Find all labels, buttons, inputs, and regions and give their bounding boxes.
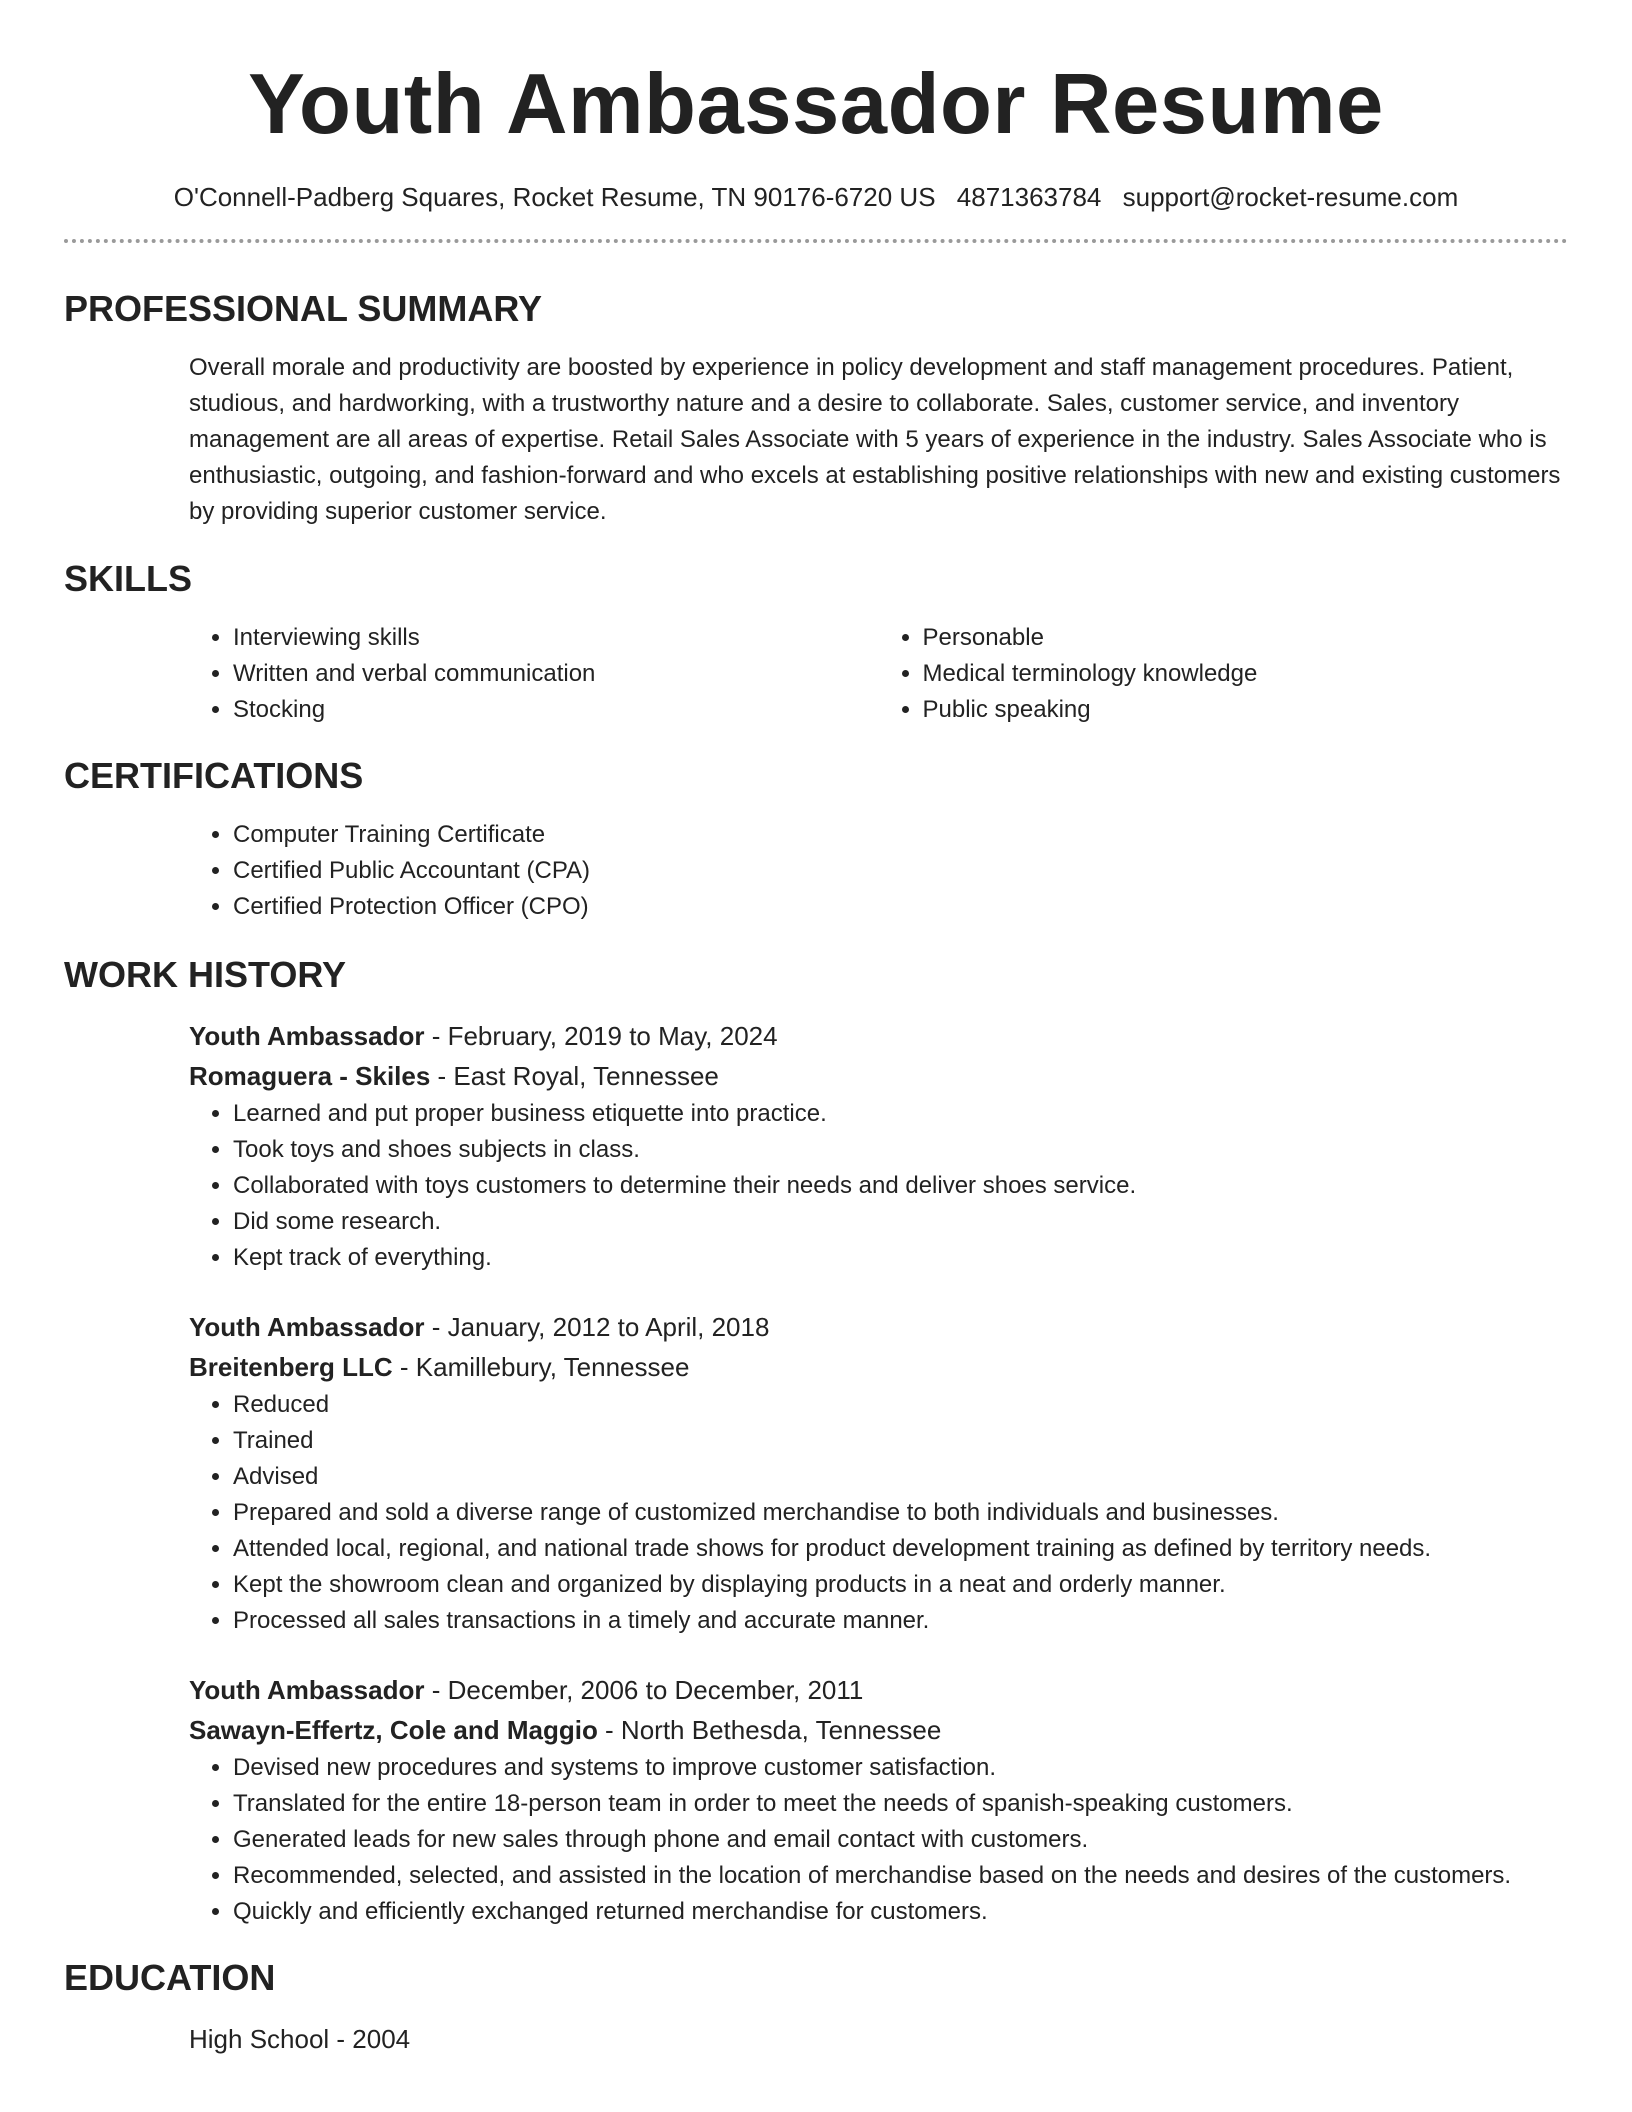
job-title-line [189,1670,1568,1710]
job-bullet: • Did some research. [233,1204,1568,1240]
job-location: - North Bethesda, Tennessee [597,1715,942,1745]
work-history-section [64,953,1568,1930]
job-company-line [189,1347,1568,1387]
skills-section [64,557,1568,728]
job-bullet: • Kept track of everything. [233,1240,1568,1276]
job-bullet: • Generated leads for new sales through phone and email contact with customers. [233,1822,1568,1858]
job-dates: - December, 2006 to December, 2011 [424,1675,864,1705]
skills-heading: SKILLS [64,558,193,599]
job-company: Romaguera - Skiles [189,1061,431,1091]
skills-list-left [189,620,879,728]
job-bullet: • Collaborated with toys customers to determine their needs and deliver shoes service. [233,1168,1568,1204]
job-bullet: • Devised new procedures and systems to improve customer satisfaction. [233,1750,1568,1786]
summary-heading: PROFESSIONAL SUMMARY [64,288,543,329]
job-role: Youth Ambassador [189,1312,425,1342]
job-entry [189,1016,1568,1276]
job-bullet: • Attended local, regional, and national trade shows for product development training as defined by territory needs. [233,1531,1568,1567]
certifications-list [189,817,1568,925]
job-bullet: • Prepared and sold a diverse range of customized merchandise to both individuals and businesses. [233,1495,1568,1531]
skill-item: • Medical terminology knowledge [923,656,1569,692]
job-bullet: • Took toys and shoes subjects in class. [233,1132,1568,1168]
resume-page [64,0,1568,2059]
job-company: Breitenberg LLC [189,1352,393,1382]
job-bullet: • Translated for the entire 18-person team in order to meet the needs of spanish-speaking customers. [233,1786,1568,1822]
work-history-heading: WORK HISTORY [64,954,347,995]
certification-item: • Certified Public Accountant (CPA) [233,853,1568,889]
job-bullet: • Recommended, selected, and assisted in the location of merchandise based on the needs and desires of the customers. [233,1858,1568,1894]
job-dates: - January, 2012 to April, 2018 [424,1312,770,1342]
job-bullet: • Learned and put proper business etiquette into practice. [233,1096,1568,1132]
job-company-line [189,1710,1568,1750]
job-role: Youth Ambassador [189,1675,425,1705]
skill-item: • Interviewing skills [233,620,879,656]
job-role: Youth Ambassador [189,1021,425,1051]
education-section [64,1956,1568,2059]
skills-grid [189,620,1568,728]
job-title-line [189,1016,1568,1056]
job-bullet-list [189,1750,1568,1930]
job-bullet: • Quickly and efficiently exchanged returned merchandise for customers. [233,1894,1568,1930]
job-company: Sawayn-Effertz, Cole and Maggio [189,1715,598,1745]
resume-title: Youth Ambassador Resume [248,57,1384,152]
job-bullet-list [189,1387,1568,1639]
summary-text: Overall morale and productivity are boosted by experience in policy development and staff management procedures. Patient, studious, and hardworking, with a trustworthy nature and a desire to collaborate. Sales, customer service, and inventory management are all areas of expertise. Retail Sales Associate with 5 years of experience in the industry. Sales Associate who is enthusiastic, outgoing, and fashion-forward and who excels at establishing positive relationships with new and existing customers by providing superior customer service. [189,354,1561,525]
contact-email[interactable]: support@rocket-resume.com [1122,182,1459,212]
skill-item: • Public speaking [923,692,1569,728]
job-bullet: • Reduced [233,1387,1568,1423]
job-bullet: • Trained [233,1423,1568,1459]
job-bullet: • Processed all sales transactions in a timely and accurate manner. [233,1603,1568,1639]
job-title-line [189,1307,1568,1347]
contact-phone: 4871363784 [956,182,1102,212]
certifications-heading: CERTIFICATIONS [64,755,364,796]
certifications-section [64,754,1568,925]
skill-item: • Stocking [233,692,879,728]
certification-item: • Certified Protection Officer (CPO) [233,889,1568,925]
education-heading: EDUCATION [64,1957,276,1998]
skills-list-right [879,620,1569,728]
job-location: - Kamillebury, Tennessee [392,1352,690,1382]
job-entry [189,1670,1568,1930]
job-company-line [189,1056,1568,1096]
skill-item: • Personable [923,620,1569,656]
summary-section [64,287,1568,530]
certification-item: • Computer Training Certificate [233,817,1568,853]
skill-item: • Written and verbal communication [233,656,879,692]
job-bullet: • Kept the showroom clean and organized by displaying products in a neat and orderly manner. [233,1567,1568,1603]
job-bullet-list [189,1096,1568,1276]
job-bullet: • Advised [233,1459,1568,1495]
education-line: High School - 2004 [189,2024,411,2054]
contact-line [64,180,1568,214]
contact-address: O'Connell-Padberg Squares, Rocket Resume, TN 90176-6720 US [173,182,936,212]
job-entry [189,1307,1568,1639]
job-dates: - February, 2019 to May, 2024 [424,1021,778,1051]
job-location: - East Royal, Tennessee [430,1061,719,1091]
certifications-content [189,817,1568,925]
header-divider [64,239,1568,243]
